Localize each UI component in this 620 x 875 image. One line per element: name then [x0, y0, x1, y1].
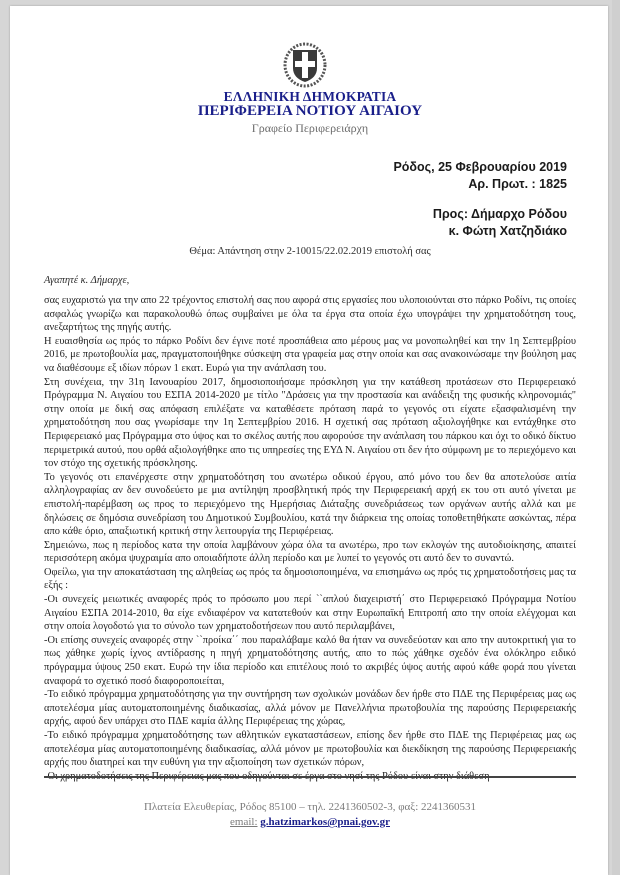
recipient-name: κ. Φώτη Χατζηδιάκο	[448, 224, 567, 238]
paragraph: Σημειώνω, πως η περίοδος κατα την οποία λαμβάνουν χώρα όλα τα ανωτέρω, προ των εκλογών της αυτοδιοίκησης, απαιτεί περισσότερη ακόμα ψυχραιμία απο οποιαδήποτε άλλη περίοδο και με λυπεί το γεγονός οτι αυτό δεν το συναντώ.	[44, 539, 576, 565]
paragraph: -Το ειδικό πρόγραμμα χρηματοδότησης για την συντήρηση των σχολικών μονάδων δεν ήρθε στο ΠΔΕ της Περιφέρειας μας ως αποτελέσμα μίας αυτοματοποιημένης διαδικασίας, αλλά μόνον με Πανελλήνια πρωτοβουλία της παρούσης Περιφερειακής αρχής, αφού δεν υπάρχει στο ΠΔΕ καμία άλλης Περιφέρειας της χώρας,	[44, 689, 576, 728]
header-region: ΠΕΡΙΦΕΡΕΙΑ ΝΟΤΙΟΥ ΑΙΓΑΙΟΥ	[197, 103, 423, 119]
paragraph: Οφείλω, για την αποκατάσταση της αληθείας ως πρός τα δημοσιοποιημένα, να επισημάνω ως πρός τις χρηματοδοτήσεις μας τα εξής :	[44, 566, 576, 592]
paragraph: Στη συνέχεια, την 31η Ιανουαρίου 2017, δημοσιοποιήσαμε πρόσκληση για την κατάθεση προτάσεων στο Περιφερειακό Πρόγραμμα Ν. Αιγαίου του ΕΣΠΑ 2014-2020 με τίτλο "Δράσεις για την προστασία και ανάδειξη της φυσικής κληρονομιάς" στην οποία με δική σας απόφαση επιλέξατε να καταθέσετε πρόταση παρά το γεγονός οτι είχατε εξασφαλισμένη την χρηματοδότηση που σας γνωρίσαμε την 1η Σεπτεμβρίου 2016. Η σχετική σας πρόταση αξιολογήθηκε και εντάχθηκε στο Περιφερειακό μας Πρόγραμμα στο ύψος και το σκέλος αυτής που αφορούσε την ανάπλαση του πάρκου και όχι το οδικό δίκτυο περιμετρικά αυτού, που ορθά αξιολογήθηκε απο τις υπηρεσίες της ΕΥΔ Ν. Αιγαίου οτι δεν ήτο σύμφωνη με το περιεχόμενο και τον στόχο της σχετικής πρόσκλησης.	[44, 376, 576, 470]
paragraph: -Οι συνεχείς μειωτικές αναφορές πρός το πρόσωπο μου περί ``απλού διαχειριστή΄ στο Περιφερειακό Πρόγραμμα Νοτίου Αιγαίου ΕΣΠΑ 2014-2010, θα είχε ενδιαφέρον να κατατεθούν και στην Ευρωπαϊκή Επιτροπή απο την οποία ελέγχομαι και στην οποία λογοδοτώ για το σύνολο των χρηματοδοτήσεων που αυτό περιλαμβάνει,	[44, 594, 576, 633]
email-link[interactable]: g.hatzimarkos@pnai.gov.gr	[260, 816, 390, 828]
header-office: Γραφείο Περιφερειάρχη	[251, 121, 369, 135]
date-protocol-block	[393, 159, 567, 193]
recipient-title: Προς: Δήμαρχο Ρόδου	[432, 207, 567, 221]
place-date: Ρόδος, 25 Φεβρουαρίου 2019	[393, 160, 567, 174]
footer-divider	[44, 776, 576, 778]
paragraph: σας ευχαριστώ για την απο 22 τρέχοντος επιστολή σας που αφορά στις εργασίες που υλοποιούνται στο πάρκο Ροδίνι, τις οποίες ασφαλώς γνωρίζω και παρακολουθώ όπως συμβαίνει με όλα τα έργα στα οποία έχω υπογράψει την χρηματοδότηση τους, ανεξαρτήτως της πηγής αυτής.	[44, 295, 576, 334]
paragraph: -Οι επίσης συνεχείς αναφορές στην ``προίκα΄΄ που παραλάβαμε καλό θα ήταν να συνεδεύοταν και απο την αυτοκριτική για το πως χάθηκε χωρίς ίχνος αντίδρασης η πηγή χρηματοδότησης αυτής, απο το πώς χάθηκε σχεδόν ένα ολόκληρο ειδικό πρόγραμμα ύψους 250 εκατ. Ευρώ την ίδια περίοδο και επιτέλους ποιό το ακριβές ύψος αυτής αφού κάθε φορά που γίνεται αναφορά το σχετικό ποσό διαφοροποιείται,	[44, 634, 576, 687]
header-country: ΕΛΛΗΝΙΚΗ ΔΗΜΟΚΡΑΤΙΑ	[223, 89, 397, 104]
greek-coat-of-arms-icon	[283, 40, 327, 88]
letter-body	[44, 294, 576, 783]
greeting: Αγαπητέ κ. Δήμαρχε,	[44, 275, 130, 286]
paragraph: Το γεγονός οτι επανέρχεστε στην χρηματοδότηση του ανωτέρω οδικού έργου, από μόνο του δεν θα αποτελούσε αιτία αλληλογραφίας αν δεν συνοδεύετο με μια αντίληψη προσβλητική πρός την Περιφερειακή αρχή εκ του οτι αυτό γίνεται με επιστολή-παρέμβαση ως προς το περιεχόμενο της Ημερήσιας Διάταξης συνεδριάσεως των οργάνων αυτής αλλά και με δηλώσεις σε δημόσια συνεδρίαση του Δημοτικού Συμβουλίου, κατά την διάρκεια της οποίας τοποθετηθήκατε ασκώντας, πέρα απο κάθε όριο, απαξιωτική κριτική στην λειτουργία της Περιφέρειας.	[44, 471, 576, 538]
recipient-block	[433, 206, 567, 240]
email-label: email:	[230, 816, 258, 828]
paragraph: Η ευαισθησία ως πρός το πάρκο Ροδίνι δεν έγινε ποτέ προσπάθεια απο μέρους μας να μονοπωληθεί και την 1η Σεπτεμβρίου 2016, με πρωτοβουλία μας, πραγματοποιήθηκε σύσκεψη στα γραφεία μας στην οποία και σας ανακοινώσαμε την βούληση μας να διαθέσουμε εξ ιδίων πόρων 1 εκατ. Ευρώ για την ανάπλαση του.	[44, 335, 576, 374]
footer-address: Πλατεία Ελευθερίας, Ρόδος 85100 – τηλ. 2241360502-3, φαξ: 2241360531	[143, 801, 477, 813]
paragraph: -Το ειδικό πρόγραμμα χρηματοδότησης των αθλητικών εγκαταστάσεων, επίσης δεν ήρθε στο ΠΔΕ της Περιφέρειας μας ως αποτελέσμα μίας αυτοματοποιημένης διαδικασίας, αλλά μόνον με πρωτοβουλία και διεκδίκηση της παρούσης Περιφερειακής αρχής που διατηρεί και την ευθύνη για την αξιοποίηση των σχετικών πόρων,	[44, 730, 576, 769]
footer-email-line	[0, 816, 620, 828]
subject-line: Θέμα: Απάντηση στην 2-10015/22.02.2019 επιστολή σας	[189, 246, 431, 257]
protocol-number: Αρ. Πρωτ. : 1825	[468, 177, 567, 191]
